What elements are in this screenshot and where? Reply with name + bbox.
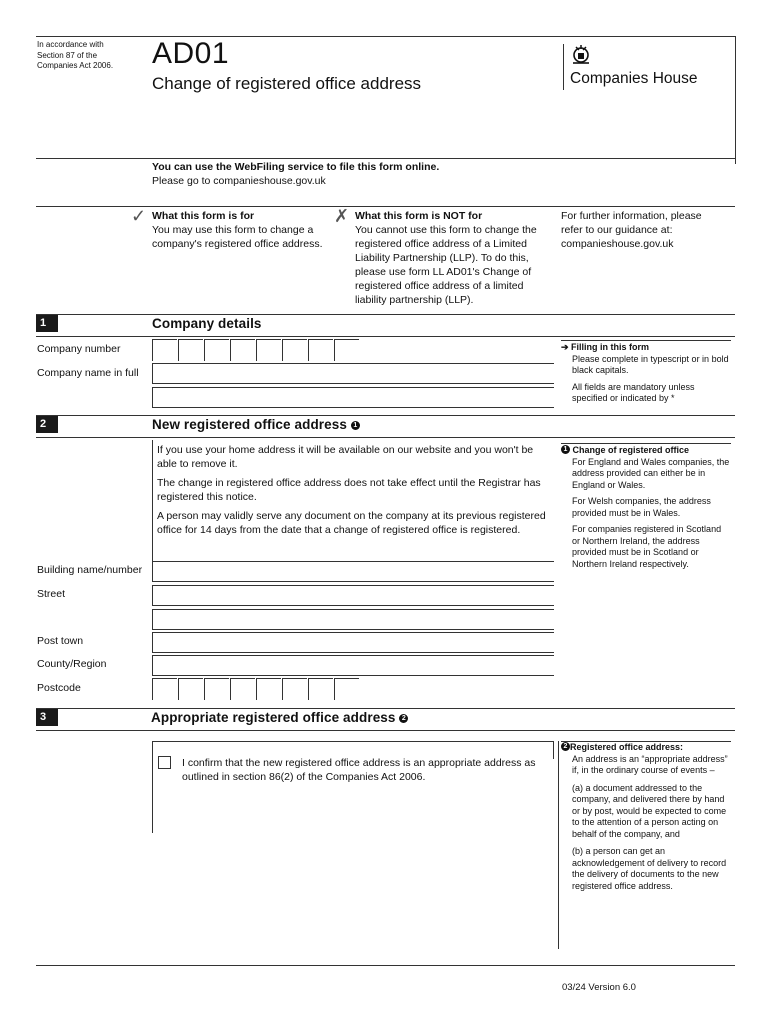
form-code: AD01 (152, 37, 230, 70)
not-for-box (355, 209, 545, 307)
post-town-field[interactable] (152, 632, 554, 653)
change-office-text2: For Welsh companies, the address provided must be in Wales. (572, 496, 711, 518)
form-title: Change of registered office address (152, 74, 422, 93)
webfiling-line2: Please go to companieshouse.gov.uk (152, 175, 326, 187)
section-1-number: 1 (36, 315, 58, 332)
check-icon: ✓ (131, 206, 147, 226)
appropriate-text1: An address is an “appropriate address” if, in the ordinary course of events – (572, 753, 728, 775)
change-office-title: Change of registered office (572, 445, 690, 455)
appropriate-title: Registered office address: (570, 742, 684, 752)
confirm-checkbox[interactable] (158, 756, 171, 769)
section-2-title-text: New registered office address (152, 417, 347, 432)
change-office-text1: For England and Wales companies, the address provided can either be in England or Wales. (572, 456, 730, 490)
section-2-title (152, 417, 360, 432)
building-field[interactable] (152, 561, 554, 582)
street-field-1[interactable] (152, 585, 554, 606)
county-field[interactable] (152, 655, 554, 676)
brand-name: Companies House (570, 70, 698, 87)
company-name-field-2[interactable] (152, 387, 554, 408)
address-notes (157, 443, 549, 537)
section-3-title (151, 710, 408, 725)
section-3-number: 3 (36, 709, 58, 726)
section-1-title: Company details (152, 316, 262, 331)
company-name-field-1[interactable] (152, 363, 554, 384)
appropriate-text3: (b) a person can get an acknowledgement of delivery to record the delivery of documents to the new registered office address. (572, 846, 727, 891)
change-office-text3: For companies registered in Scotland or Northern Ireland, the address provided must be in Scotland or Northern Ireland respectively. (572, 524, 722, 569)
filling-text1: Please complete in typescript or in bold black capitals. (572, 353, 729, 375)
section-3-title-text: Appropriate registered office address (151, 710, 396, 725)
version-label: 03/24 Version 6.0 (562, 982, 636, 993)
street-field-2[interactable] (152, 609, 554, 630)
side-change-office (561, 443, 731, 570)
note-1-icon: 1 (351, 421, 360, 430)
arrow-right-icon: ➔ (561, 342, 572, 352)
filling-title: Filling in this form (571, 342, 650, 352)
side-appropriate-address (561, 741, 731, 892)
county-label: County/Region (37, 658, 107, 670)
not-for-text: You cannot use this form to change the registered office address of a Limited Liability Partnership (LLP). To do this, please use form LL AD01's Change of registered office address of a limited liability partnership (LLP). (355, 224, 537, 306)
address-note-2: The change in registered office address does not take effect until the Registrar has registered this notice. (157, 477, 541, 503)
address-note-1: If you use your home address it will be available on our website and you won't be able to remove it. (157, 444, 534, 470)
postcode-input[interactable] (152, 678, 360, 700)
cross-icon: ✗ (334, 206, 350, 226)
for-text: You may use this form to change a company's registered office address. (152, 224, 323, 250)
for-title: What this form is for (152, 210, 255, 222)
street-label: Street (37, 588, 66, 600)
note-1-side-icon: 1 (561, 445, 570, 454)
building-label: Building name/number (37, 564, 143, 576)
address-note-3: A person may validly serve any document on the company at its previous registered office for 14 days from the date that a change of registered office is registered. (157, 510, 546, 536)
postcode-label: Postcode (37, 682, 81, 694)
note-2-icon: 2 (399, 714, 408, 723)
webfiling-line1: You can use the WebFiling service to file this form online. (152, 161, 440, 173)
section-2-number: 2 (36, 416, 58, 433)
confirm-text: I confirm that the new registered office address is an appropriate address as outlined in section 86(2) of the Companies Act 2006. (182, 757, 536, 783)
not-for-title: What this form is NOT for (355, 210, 483, 222)
info-text: For further information, please refer to our guidance at: companieshouse.gov.uk (561, 210, 702, 250)
for-box (152, 209, 332, 251)
company-name-label: Company name in full (37, 367, 139, 379)
appropriate-text2: (a) a document addressed to the company, and delivered there by hand or by post, would be expected to come to the attention of a person acting on behalf of the company, and (572, 782, 727, 839)
post-town-label: Post town (37, 635, 84, 647)
legal-note: In accordance with Section 87 of the Companies Act 2006. (37, 40, 114, 70)
side-filling (561, 340, 731, 405)
crest-icon (570, 43, 592, 67)
company-number-input[interactable] (152, 339, 360, 361)
filling-text2: All fields are mandatory unless specified or indicated by * (572, 381, 695, 403)
company-number-label: Company number (37, 343, 121, 355)
note-2-side-icon: 2 (561, 742, 570, 751)
